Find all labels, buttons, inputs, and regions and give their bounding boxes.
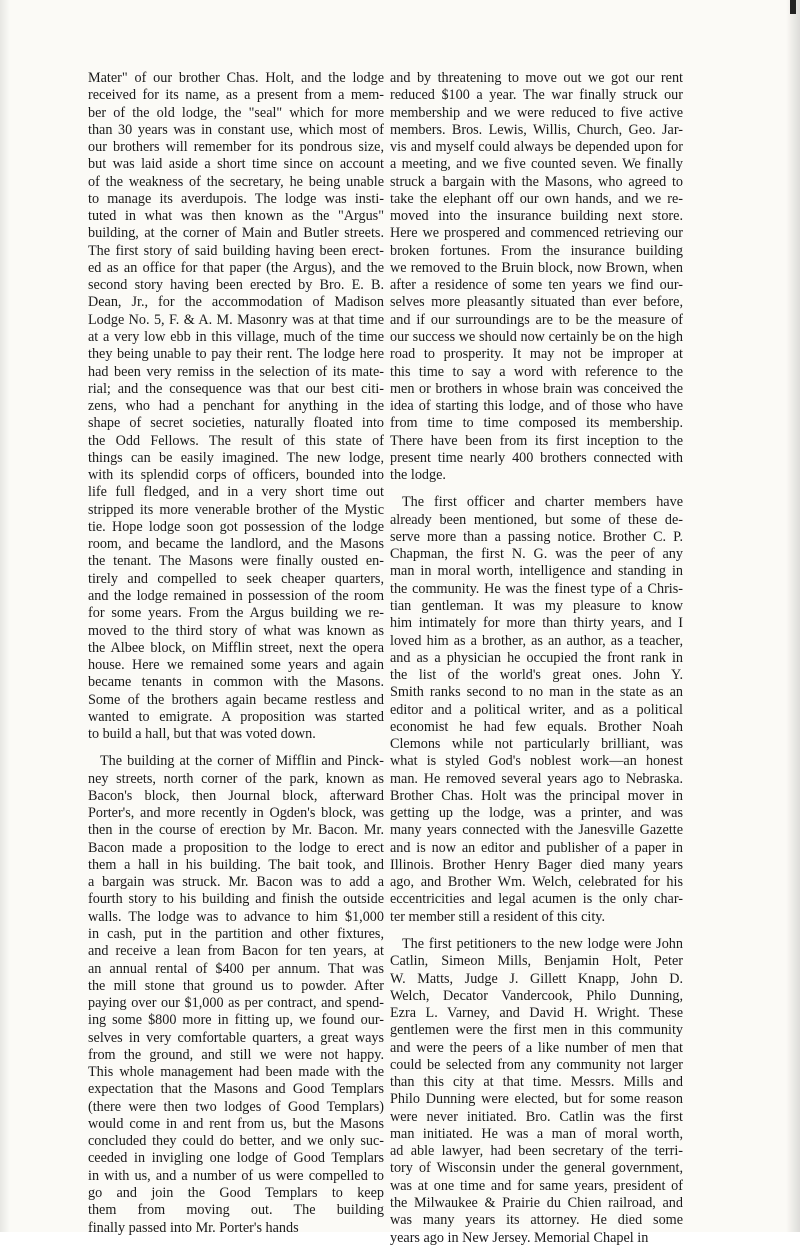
text-line: Here we prospered and commenced retrieving our (390, 225, 683, 242)
text-line: Mater" of our brother Chas. Holt, and the lodge (88, 70, 384, 86)
text-line: would come in and rent from us, but the Masons (88, 1115, 384, 1132)
text-line: and receive a lean from Bacon for ten years, at (88, 943, 384, 960)
text-line: with its splendid corps of officers, bounded into (88, 467, 384, 484)
text-line: what is styled God's noblest work—an honest (390, 753, 683, 770)
text-line: zens, who had a penchant for anything in the (88, 398, 384, 415)
text-line: of the weakness of the secretary, he being unable (88, 173, 384, 190)
text-line: were never initiated. Bro. Catlin was the first (390, 1108, 683, 1125)
text-line: road to prosperity. It may not be improper at (390, 346, 683, 363)
text-line: There have been from its first inception to the (390, 432, 683, 449)
text-line: shape of secret societies, naturally floated into (88, 415, 384, 432)
text-line: ad able lawyer, had been secretary of the terri- (390, 1143, 683, 1160)
text-line: could be selected from any community not larger (390, 1056, 683, 1073)
text-line: (there were then two lodges of Good Templars) (88, 1098, 384, 1115)
text-line: our success we should now certainly be on the high (390, 328, 683, 345)
text-line: a meeting, and we five counted seven. We finally (390, 156, 683, 173)
text-line: in cash, put in the partition and other fixtures, (88, 926, 384, 943)
text-line: we removed to the Bruin block, now Brown, when (390, 259, 683, 276)
text-line: vis and myself could always be depended upon for (390, 139, 683, 156)
text-line: economist he had few equals. Brother Noah (390, 718, 683, 735)
text-line: and by threatening to move out we got our rent (390, 70, 683, 86)
text-line: from the ground, and still we were not happy. (88, 1046, 384, 1063)
text-line: eccentricities and legal acumen is the only char- (390, 891, 683, 908)
text-line: the tenant. The Masons were finally ousted en- (88, 553, 384, 570)
text-line: finally passed into Mr. Porter's hands (88, 1219, 299, 1236)
text-line: Catlin, Simeon Mills, Benjamin Holt, Peter (390, 953, 683, 970)
text-line: the Odd Fellows. The result of this state of (88, 432, 384, 449)
text-line: to build a hall, but that was voted down. (88, 726, 316, 743)
text-line: loved him as a brother, as an author, as a teacher, (390, 632, 683, 649)
text-line: present time nearly 400 brothers connected with (390, 449, 683, 466)
text-line: house. Here we remained some years and again (88, 657, 384, 674)
text-line: and as a physician he occupied the front rank in (390, 649, 683, 666)
text-line: members. Bros. Lewis, Willis, Church, Geo. Jar- (390, 121, 683, 138)
text-line: Illinois. Brother Henry Bager died many years (390, 856, 683, 873)
text-line: already been mentioned, but some of these de- (390, 511, 683, 528)
text-line: Clemons while not particularly brilliant, was (390, 736, 683, 753)
text-line: a bargain was struck. Mr. Bacon was to add a (88, 874, 384, 891)
text-line: The first petitioners to the new lodge were John (402, 936, 683, 953)
text-line: ing some $800 more in fitting up, we found our- (88, 1012, 384, 1029)
text-line: the lodge. (390, 467, 446, 484)
text-line: this time to say a word with reference to the (390, 363, 683, 380)
text-line: tirely and compelled to seek cheaper quarters, (88, 570, 384, 587)
text-line: This whole management had been made with the (88, 1064, 384, 1081)
text-line: Chapman, the first N. G. was the peer of any (390, 546, 683, 563)
text-line: for some years. From the Argus building we re- (88, 605, 384, 622)
text-line: W. Matts, Judge J. Gillett Knapp, John D. (390, 970, 683, 987)
text-line: Brother Chas. Holt was the principal mover in (390, 787, 683, 804)
text-line: many years connected with the Janesville Gazette (390, 822, 683, 839)
text-line: editor and a political writer, and as a political (390, 701, 683, 718)
text-line: the list of the world's great ones. John Y. (390, 667, 683, 684)
text-line: tuted in what was then known as the "Argus" (88, 208, 384, 225)
text-line: after a residence of some ten years we find our- (390, 277, 683, 294)
text-line: moved to the third story of what was known as (88, 622, 384, 639)
text-line: broken fortunes. From the insurance building (390, 242, 683, 259)
text-line: received for its name, as a present from a mem- (88, 87, 384, 104)
text-line: membership and we were reduced to five active (390, 104, 683, 121)
text-line: Smith ranks second to no man in the state as an (390, 684, 683, 701)
text-line: wanted to emigrate. A proposition was started (88, 708, 384, 725)
text-line: ber of the old lodge, the "seal" which for more (88, 104, 384, 121)
text-line: serve more than a passing notice. Brother C. P. (390, 528, 683, 545)
text-line: but was laid aside a short time since on account (88, 156, 384, 173)
page-edge-right (786, 0, 800, 1232)
text-line: room, and became the landlord, and the Masons (88, 536, 384, 553)
text-line: Bacon made a proposition to the lodge to erect (88, 839, 384, 856)
text-line: ney streets, north corner of the park, known as (88, 770, 384, 787)
text-line: years ago in New Jersey. Memorial Chapel in (390, 1229, 649, 1246)
text-line: was many years its attorney. He died some (390, 1212, 683, 1229)
text-line: tie. Hope lodge soon got possession of the lodge (88, 518, 384, 535)
text-line: our brothers will remember for its pondrous size, (88, 139, 384, 156)
text-line: ter member still a resident of this city. (390, 908, 605, 925)
text-line: then in the course of erection by Mr. Bacon. Mr. (88, 822, 384, 839)
text-line: selves more pleasantly situated than ever before, (390, 294, 683, 311)
text-line: and if our surroundings are to be the measure of (390, 311, 683, 328)
corner-mark (790, 0, 796, 14)
text-line: things can be easily imagined. The new lodge, (88, 449, 384, 466)
text-line: paying over our $1,000 as per contract, and spend- (88, 995, 384, 1012)
text-line: tian gentleman. It was my pleasure to know (390, 597, 683, 614)
text-line: stripped its more venerable brother of the Mystic (88, 501, 384, 518)
text-line: The first story of said building having been erect- (88, 242, 384, 259)
text-line: from time to time composed its membership. (390, 415, 683, 432)
text-line: than 30 years was in constant use, which most of (88, 121, 384, 138)
text-line: expectation that the Masons and Good Templars (88, 1081, 384, 1098)
text-line: the mill stone that ground us to powder. After (88, 977, 384, 994)
text-line: The building at the corner of Mifflin and Pinck- (100, 753, 384, 770)
text-line: an annual rental of $400 per annum. That was (88, 960, 384, 977)
text-line: man. He removed several years ago to Nebraska. (390, 770, 683, 787)
text-line: man in moral worth, intelligence and standing in (390, 563, 683, 580)
text-line: men or brothers in whose brain was conceived the (390, 380, 683, 397)
text-line: ago, and Brother Wm. Welch, celebrated for his (390, 874, 683, 891)
text-line: the community. He was the finest type of a Chris- (390, 580, 683, 597)
text-line: the Milwaukee & Prairie du Chien railroad, and (390, 1195, 683, 1211)
text-line: take the elephant off our own hands, and we re- (390, 190, 683, 207)
text-line: and the lodge remained in possession of the room (88, 587, 384, 604)
text-line: Welch, Decator Vandercook, Philo Dunning, (390, 987, 683, 1004)
text-line: Dean, Jr., for the accommodation of Madison (88, 294, 384, 311)
text-line: Ezra L. Varney, and David H. Wright. These (390, 1005, 683, 1022)
text-line: tory of Wisconsin under the general government, (390, 1160, 683, 1177)
text-line: second story having been erected by Bro. E. B. (88, 277, 384, 294)
text-line: than this city at that time. Messrs. Mills and (390, 1074, 683, 1091)
text-line: man initiated. He was a man of moral worth, (390, 1125, 683, 1142)
text-line: life full fledged, and in a very short time out (88, 484, 384, 501)
text-line: Porter's, and more recently in Ogden's block, was (88, 805, 384, 822)
text-line: go and join the Good Templars to keep (88, 1185, 384, 1201)
text-line: struck a bargain with the Masons, who agreed to (390, 173, 683, 190)
text-line: was at one time and for same years, president of (390, 1177, 683, 1194)
text-line: ed as an office for that paper (the Argus), and the (88, 259, 384, 276)
paragraph-gap (390, 926, 683, 936)
text-line: walls. The lodge was to advance to him $1,000 (88, 908, 384, 925)
text-line: rial; and the consequence was that our best citi- (88, 380, 384, 397)
text-line: getting up the lodge, was a printer, and was (390, 805, 683, 822)
text-line: and is now an editor and publisher of a paper in (390, 839, 683, 856)
text-line: in with us, and a number of us were compelled to (88, 1167, 384, 1184)
paragraph-gap (390, 484, 683, 494)
text-line: selves in very comfortable quarters, a great ways (88, 1029, 384, 1046)
text-line: building, at the corner of Main and Butler streets. (88, 225, 384, 242)
text-line: gentlemen were the first men in this community (390, 1022, 683, 1039)
paragraph-gap (88, 743, 384, 753)
text-line: him intimately for more than thirty years, and I (390, 615, 683, 632)
text-line: the Albee block, on Mifflin street, next the opera (88, 639, 384, 656)
text-line: to manage its averdupois. The lodge was insti- (88, 190, 384, 207)
text-line: moved into the insurance building next store. (390, 208, 683, 225)
text-line: reduced $100 a year. The war finally struck our (390, 87, 683, 104)
text-line: Bacon's block, then Journal block, afterward (88, 787, 384, 804)
text-line: The first officer and charter members have (402, 494, 683, 511)
text-line: at a very low ebb in this village, much of the time (88, 328, 384, 345)
text-line: had been very remiss in the selection of its mate- (88, 363, 384, 380)
page-edge-left (0, 0, 10, 1232)
text-line: them a hall in his building. The bait took, and (88, 856, 384, 873)
text-line: Some of the brothers again became restless and (88, 691, 384, 708)
text-line: idea of starting this lodge, and of those who have (390, 398, 683, 415)
text-line: them from moving out. The building (88, 1202, 384, 1219)
text-line: Philo Dunning were elected, but for some reason (390, 1091, 683, 1108)
text-line: concluded they could do better, and we only suc- (88, 1133, 384, 1150)
text-line: they being unable to pay their rent. The lodge here (88, 346, 384, 363)
text-line: and were the peers of a like number of men that (390, 1039, 683, 1056)
left-column (88, 70, 384, 1237)
text-line: ceeded in invigling one lodge of Good Templars (88, 1150, 384, 1167)
text-line: Lodge No. 5, F. & A. M. Masonry was at that time (88, 311, 384, 328)
text-line: fourth story to his building and finish the outside (88, 891, 384, 908)
right-column (390, 70, 683, 1247)
text-line: became tenants in common with the Masons. (88, 674, 384, 691)
